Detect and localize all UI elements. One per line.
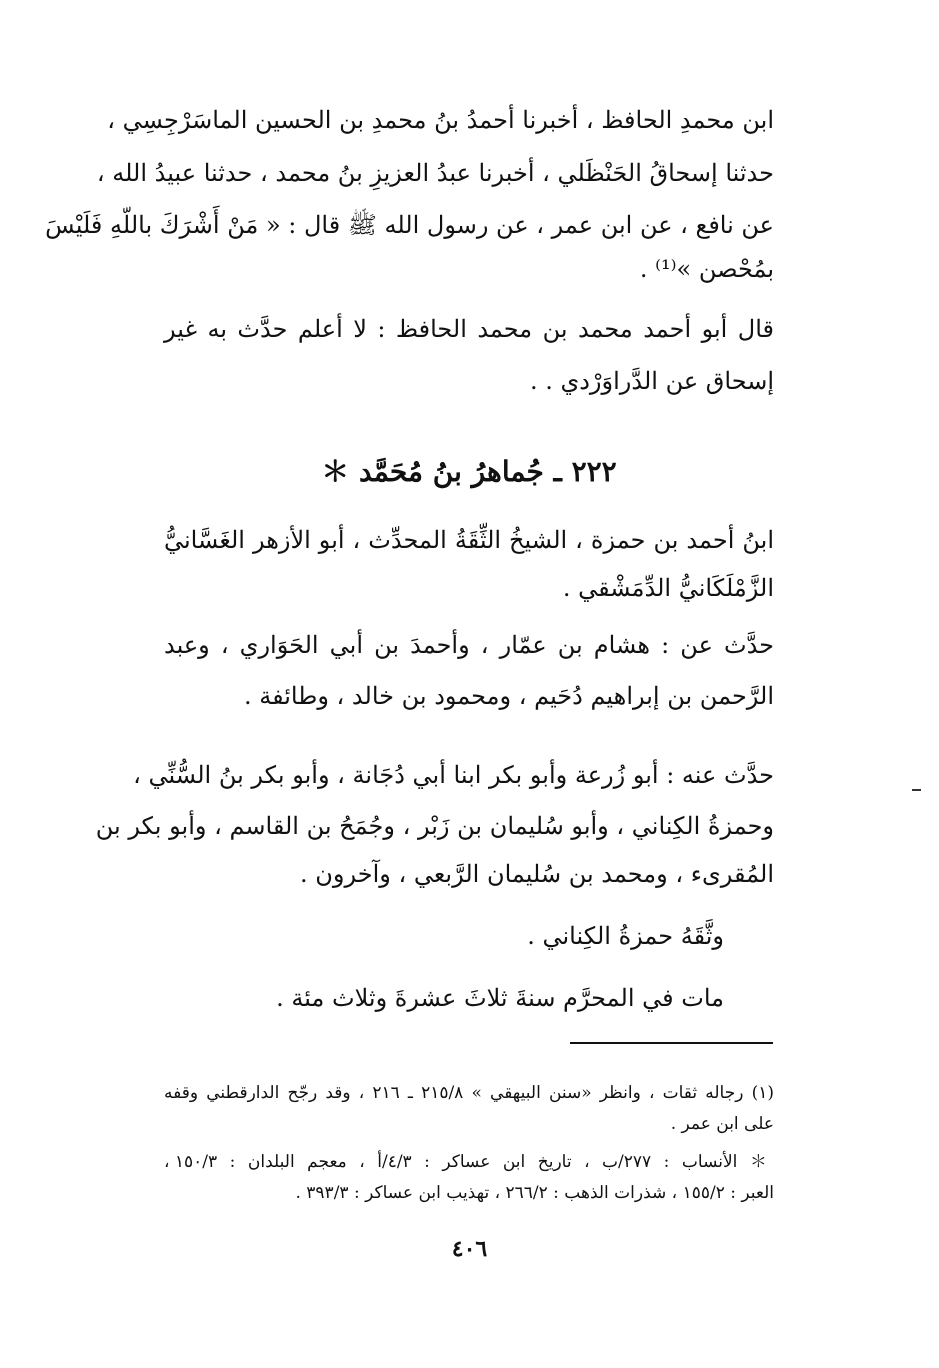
body-line: ابن محمدِ الحافظ ، أخبرنا أحمدُ بنُ محمدِ بن الحسين الماسَرْجِسِي ، [107,106,774,134]
body-line: مات في المحرَّم سنةَ ثلاثَ عشرةَ وثلاث مئة . [276,984,724,1012]
body-line: المُقرىء ، ومحمد بن سُليمان الرَّبعي ، وآخرون . [300,860,774,888]
margin-mark [912,789,921,791]
body-line: إسحاق عن الدَّراوَرْدي . . [529,367,774,395]
body-line: وحمزةُ الكِناني ، وأبو سُليمان بن زَبْر ، وجُمَحُ بن القاسم ، وأبو بكر بن [95,812,774,840]
body-line: حدثنا إسحاقُ الحَنْظَلي ، أخبرنا عبدُ العزيزِ بنُ محمد ، حدثنا عبيدُ الله ، [96,159,774,187]
page-number: ٤٠٦ [451,1236,488,1262]
footnote-line: (١) رجاله ثقات ، وانظر «سنن البيهقي » ٢١٥/٨ ـ ٢١٦ ، وقد رجّح الدارقطني وقفه [164,1083,774,1103]
body-line: ابنُ أحمد بن حمزة ، الشيخُ الثِّقَةُ المحدِّث ، أبو الأزهر الغَسَّانيُّ [164,526,774,554]
body-line: حدَّث عن : هشام بن عمّار ، وأحمدَ بن أبي الحَوَاري ، وعبد [164,631,774,659]
footnote-line: العبر : ١٥٥/٢ ، شذرات الذهب : ٢٦٦/٢ ، تهذيب ابن عساكر : ٣٩٣/٣ . [295,1183,774,1203]
footnote-line: ＊ الأنساب : ٢٧٧/ب ، تاريخ ابن عساكر : ٤/٣/أ ، معجم البلدان : ١٥٠/٣ ، [164,1152,774,1172]
footnote-rule [570,1042,773,1044]
body-line: الرَّحمن بن إبراهيم دُحَيم ، ومحمود بن خالد ، وطائفة . [243,682,774,710]
body-line: الزَّمْلَكَانيُّ الدِّمَشْقي . [562,574,774,602]
body-line: وثَّقَهُ حمزةُ الكِناني . [527,922,724,950]
body-line: قال أبو أحمد محمد بن محمد الحافظ : لا أعلم حدَّث به غير [164,315,774,343]
body-line: حدَّث عنه : أبو زُرعة وأبو بكر ابنا أبي دُجَانة ، وأبو بكر بنُ السُّنِّي ، [133,761,774,789]
entry-heading: ٢٢٢ ـ جُماهرُ بنُ مُحَمَّد ＊ [321,455,617,488]
body-line: بمُحْصن »⁽¹⁾ . [639,255,774,283]
footnote-line: على ابن عمر . [670,1114,774,1134]
body-line: عن نافع ، عن ابن عمر ، عن رسول الله ﷺ قال : « مَنْ أَشْرَكَ باللّهِ فَلَيْسَ [45,211,774,239]
